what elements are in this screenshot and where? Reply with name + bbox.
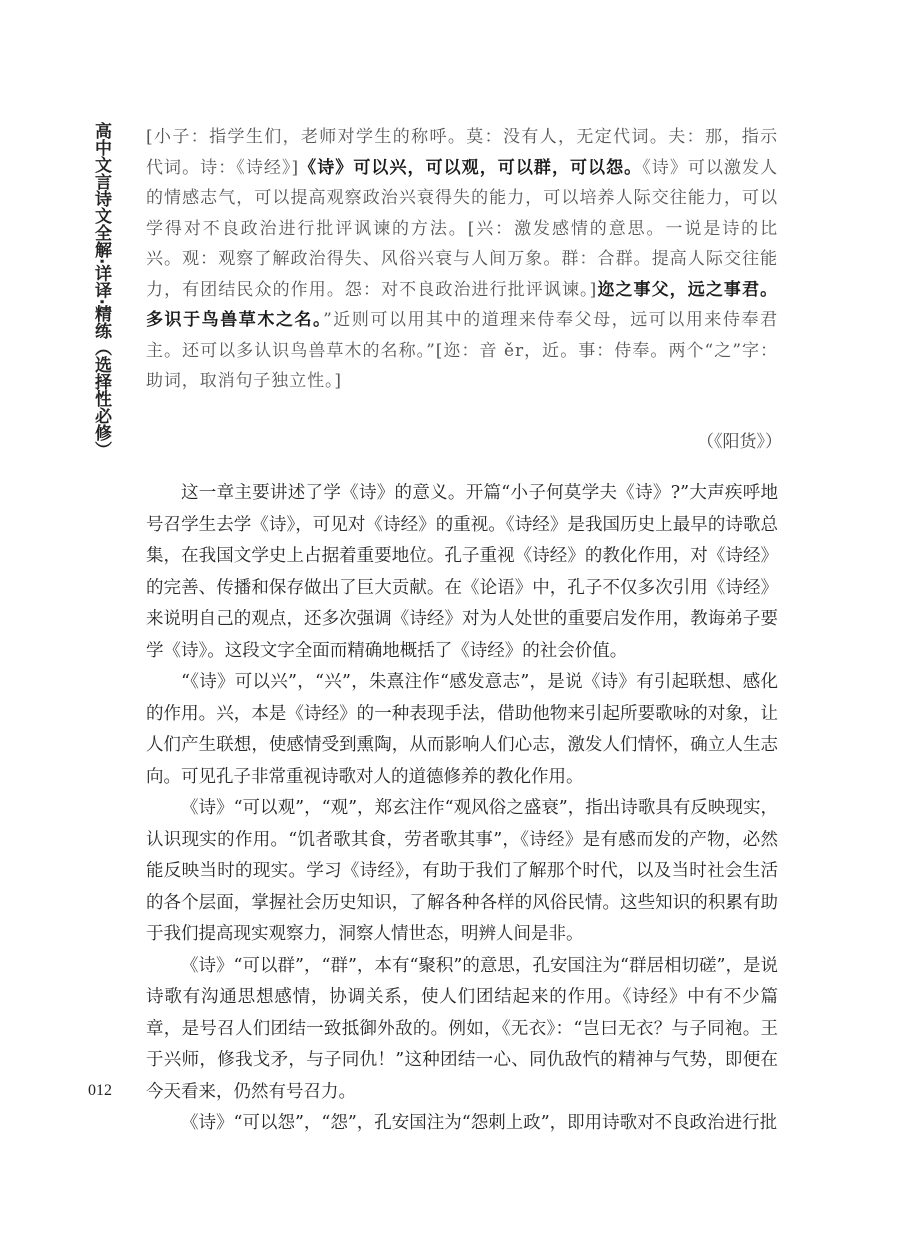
paragraph: 这一章主要讲述了学《诗》的意义。开篇“小子何莫学夫《诗》?”大声疾呼地号召学生去学《诗》，可见对《诗经》的重视。《诗经》是我国历史上最早的诗歌总集，在我国文学史上占据着重要地位。孔子重视《诗经》的教化作用，对《诗经》的完善、传播和保存做出了巨大贡献。在《论语》中，孔子不仅多次引用《诗经》来说明自己的观点，还多次强调《诗经》对为人处世的重要启发作用，教诲弟子要学《诗》。这段文字全面而精确地概括了《诗经》的社会价值。 — [146, 483, 778, 661]
annotation-block — [146, 122, 778, 397]
source-citation: （《阳货》） — [697, 432, 782, 452]
page-number: 012 — [88, 1082, 112, 1099]
original-text: 《诗》可以兴，可以观，可以群，可以怨。 — [299, 157, 643, 178]
book-title: 高中文言诗文全解·详译·精练（选择性必修） — [91, 122, 111, 458]
paragraph: 《诗》“可以怨”，“怨”，孔安国注为“怨刺上政”，即用诗歌对不良政治进行批 — [181, 1113, 778, 1133]
annotation-translation: 《诗》可以激发人的情感志气，可以提高观察政治兴衰得失的能力，可以培养人际交往能力，可以学得对不良政治进行批评讽谏的方法。[兴：激发感情的意思。一说是诗的比兴。观：观察了解政治得失、风俗兴衰与人间万象。群：合群。提高人际交往能力，有团结民众的作用。怨：对不良政治进行批评讽谏。] — [146, 157, 778, 300]
commentary-body — [146, 478, 778, 1140]
annotation-note: [小子：指学生们，老师对学生的称呼。莫：没有人，无定代词。夫：那，指示代词。诗：《诗经》] — [146, 127, 778, 178]
original-text: 迩之事父，远之事君。多识于鸟兽草木之名。 — [146, 279, 779, 330]
paragraph: “《诗》可以兴”，“兴”，朱熹注作“感发意志”，是说《诗》有引起联想、感化的作用。兴，本是《诗经》的一种表现手法，借助他物来引起所要歌咏的对象，让人们产生联想，使感情受到熏陶，从而影响人们心志，激发人们情怀，确立人生志向。可见孔子非常重视诗歌对人的道德修养的教化作用。 — [146, 672, 778, 787]
paragraph: 《诗》“可以观”，“观”，郑玄注作“观风俗之盛衰”，指出诗歌具有反映现实，认识现实的作用。“饥者歌其食，劳者歌其事”，《诗经》是有感而发的产物，必然能反映当时的现实。学习《诗经》，有助于我们了解那个时代，以及当时社会生活的各个层面，掌握社会历史知识，了解各种各样的风俗民情。这些知识的积累有助于我们提高现实观察力，洞察人情世态，明辨人间是非。 — [146, 798, 778, 944]
paragraph: 《诗》“可以群”，“群”，本有“聚积”的意思，孔安国注为“群居相切磋”，是说诗歌有沟通思想感情，协调关系，使人们团结起来的作用。《诗经》中有不少篇章，是号召人们团结一致抵御外敌的。例如，《无衣》：“岂曰无衣？与子同袍。王于兴师，修我戈矛，与子同仇！”这种团结一心、同仇敌忾的精神与气势，即便在今天看来，仍然有号召力。 — [146, 955, 778, 1102]
annotation-translation: ”近则可以用其中的道理来侍奉父母，远可以用来侍奉君主。还可以多认识鸟兽草木的名称。”[迩：音 ěr，近。事：侍奉。两个“之”字：助词，取消句子独立性。] — [146, 310, 778, 391]
